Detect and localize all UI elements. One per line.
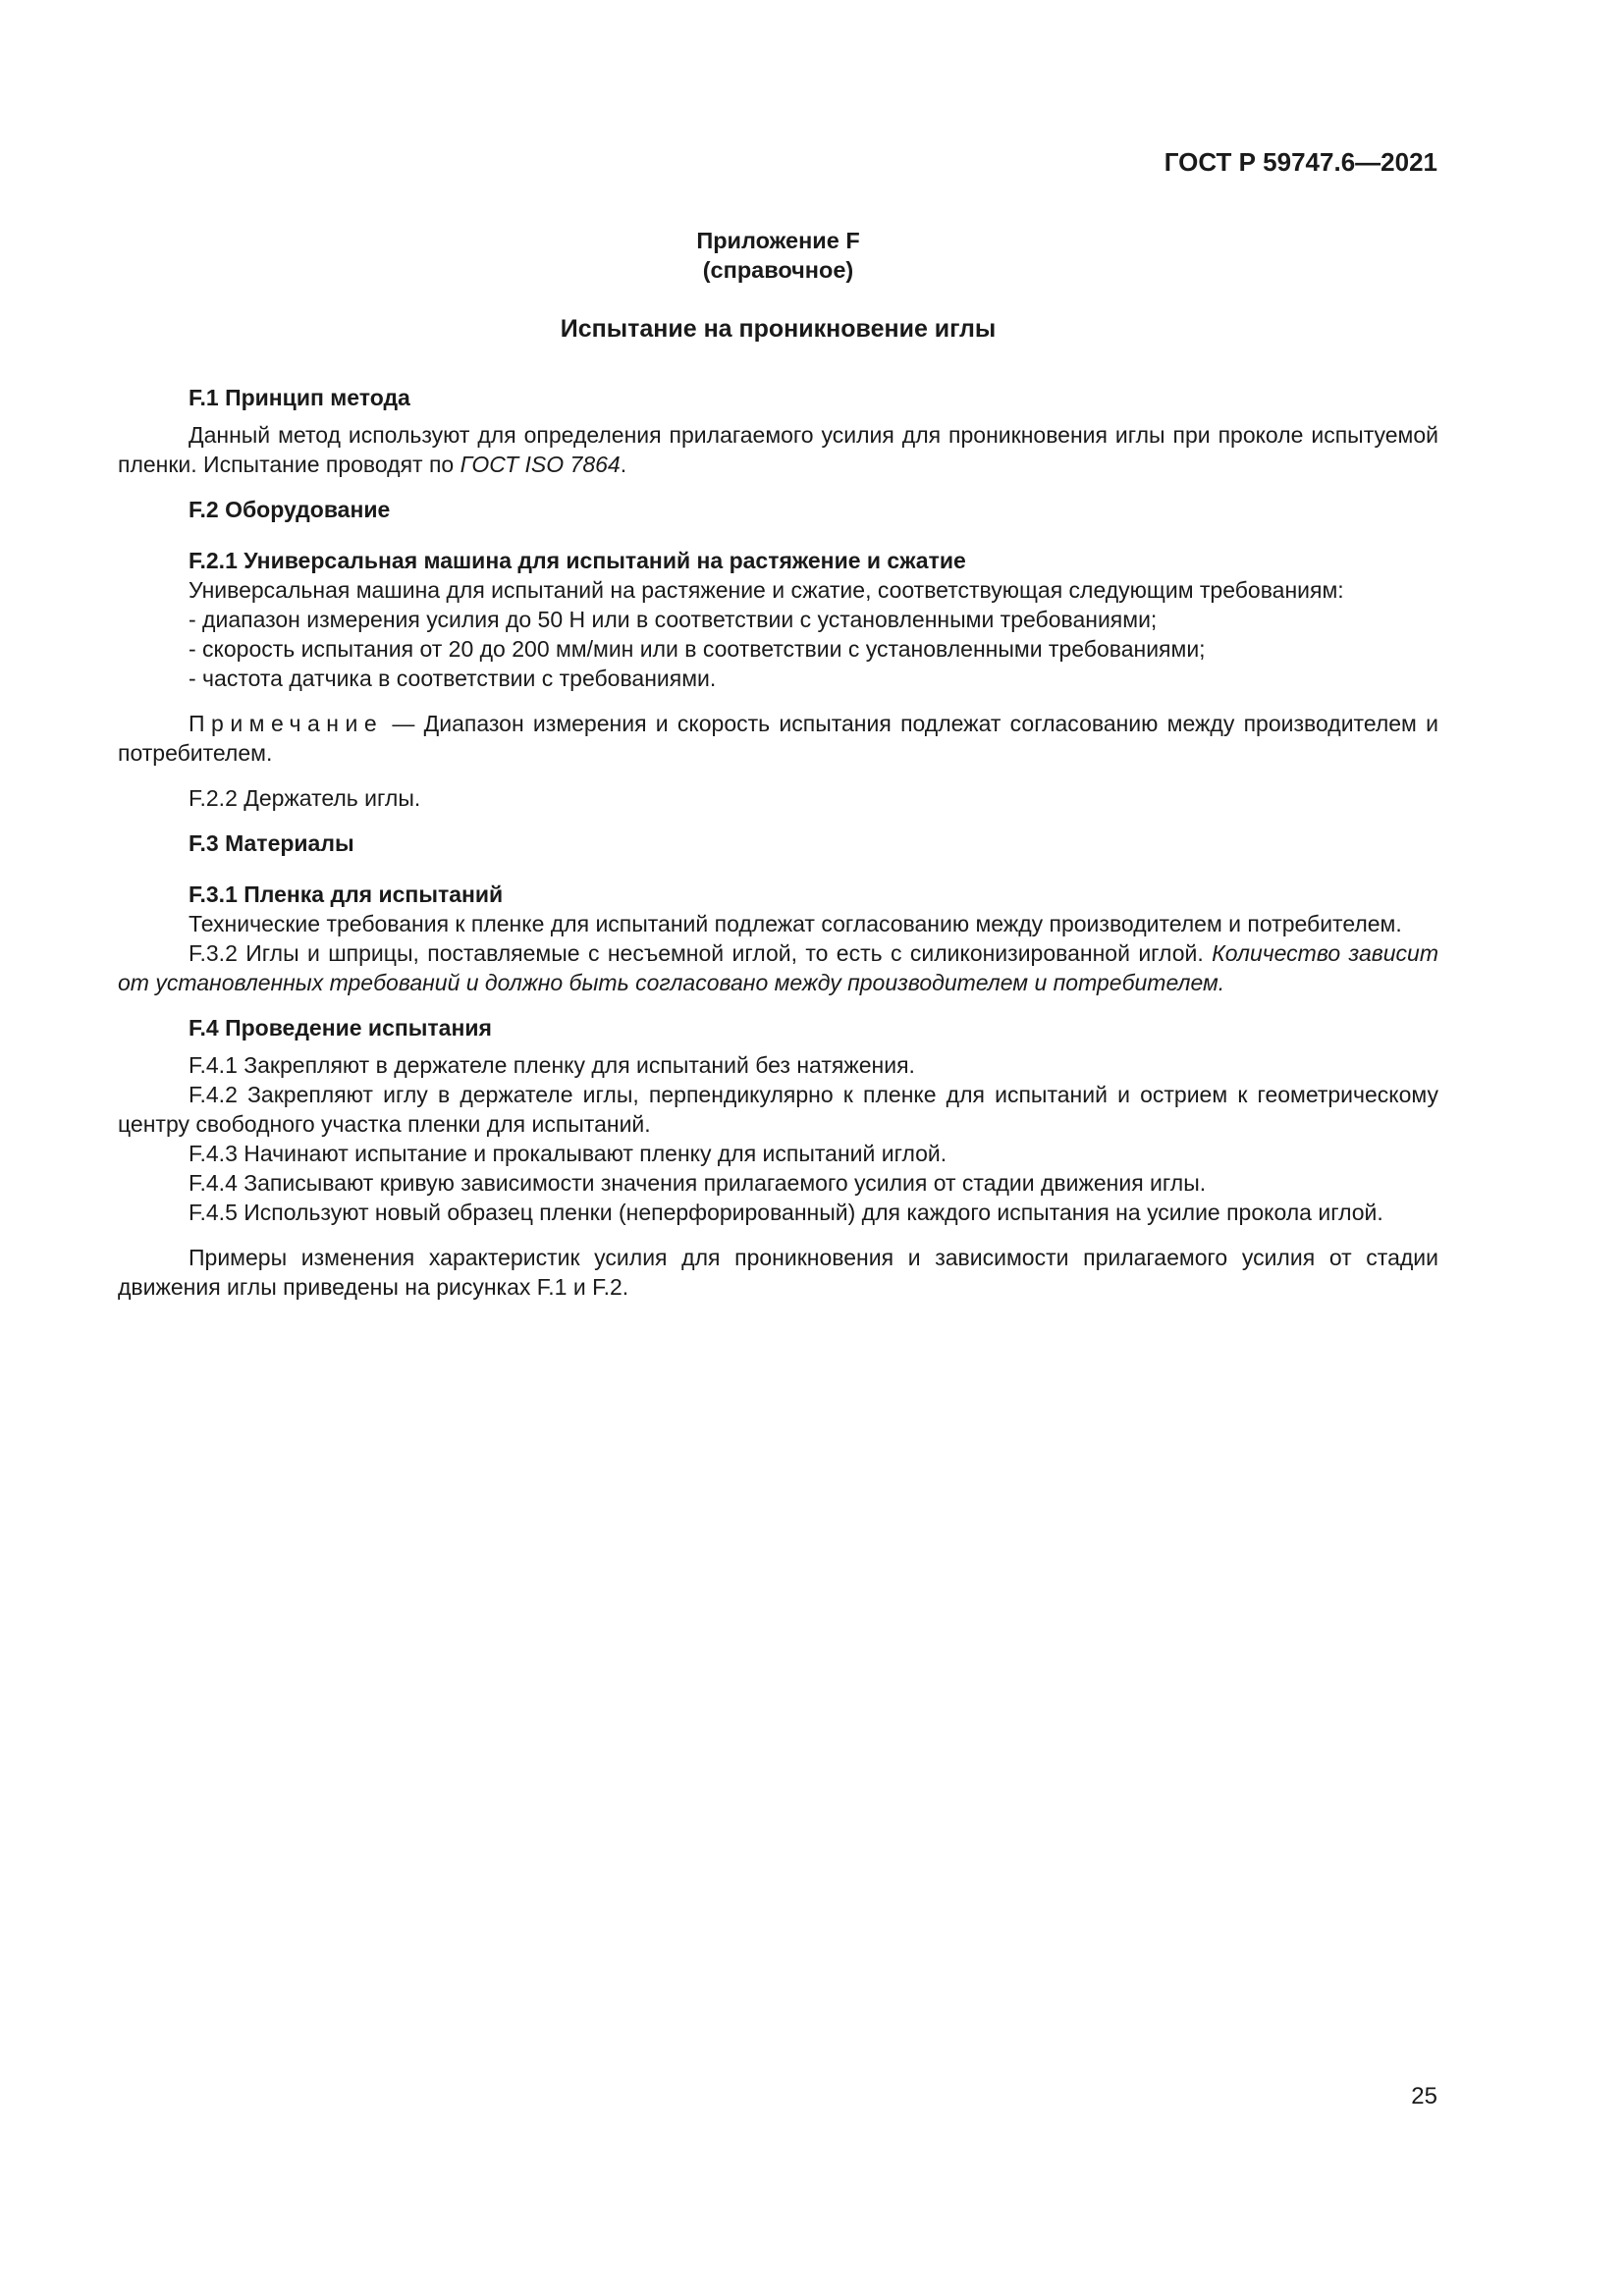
section-f4-examples: Примеры изменения характеристик усилия для проникновения и зависимости прилагаемого усилия от стадии движения иглы приведены на рисунках F.1 и F.2.: [118, 1245, 1438, 1300]
page-number: 25: [1411, 2083, 1437, 2109]
section-f1-heading: F.1 Принцип метода: [189, 385, 410, 410]
section-f2-heading: F.2 Оборудование: [189, 497, 391, 522]
f32-text: F.3.2 Иглы и шприцы, поставляемые с несъемной иглой, то есть с силиконизированной иглой.: [189, 940, 1213, 966]
section-f22-text: F.2.2 Держатель иглы.: [189, 785, 421, 811]
section-f21-heading: F.2.1 Универсальная машина для испытаний на растяжение и сжатие: [189, 548, 966, 573]
list-item: F.4.1 Закрепляют в держателе пленку для испытаний без натяжения.: [189, 1052, 915, 1078]
list-item: F.4.3 Начинают испытание и прокалывают пленку для испытаний иглой.: [189, 1141, 947, 1166]
annex-label: Приложение F: [696, 228, 860, 253]
page-content: [118, 226, 1438, 1302]
note: [118, 709, 1438, 768]
list-item: - скорость испытания от 20 до 200 мм/мин или в соответствии с установленными требованиями;: [189, 636, 1206, 662]
section-f3-heading: F.3 Материалы: [189, 830, 354, 856]
section-f1-text: [118, 420, 1438, 479]
list-item: - диапазон измерения усилия до 50 Н или в соответствии с установленными требованиями;: [189, 607, 1158, 632]
f32-italic-text: Количество зависит от установленных требований и должно быть согласовано между производителем и потребителем.: [118, 940, 1438, 995]
section-f31-text: Технические требования к пленке для испытаний подлежат согласованию между производителем и потребителем.: [189, 911, 1402, 936]
section-f4-heading: F.4 Проведение испытания: [189, 1015, 492, 1041]
list-item: F.4.4 Записывают кривую зависимости значения прилагаемого усилия от стадии движения иглы.: [189, 1170, 1207, 1196]
f1-standard-ref: ГОСТ ISO 7864: [460, 452, 621, 477]
list-item: F.4.5 Используют новый образец пленки (неперфорированный) для каждого испытания на усилие прокола иглой.: [189, 1200, 1383, 1225]
f1-text-after: .: [620, 452, 627, 477]
section-f31-heading: F.3.1 Пленка для испытаний: [189, 881, 504, 907]
list-item: F.4.2 Закрепляют иглу в держателе иглы, перпендикулярно к пленке для испытаний и острием к геометрическому центру свободного участка пленки для испытаний.: [118, 1082, 1438, 1137]
section-f21-intro: Универсальная машина для испытаний на растяжение и сжатие, соответствующая следующим требованиям:: [189, 577, 1344, 603]
document-code: ГОСТ Р 59747.6—2021: [1164, 147, 1437, 177]
annex-type: (справочное): [702, 257, 854, 283]
section-f32-text: [118, 938, 1438, 997]
list-item: - частота датчика в соответствии с требованиями.: [189, 666, 717, 691]
note-label: Примечание: [189, 711, 384, 736]
note-text: — Диапазон измерения и скорость испытания подлежат согласованию между производителем и потребителем.: [118, 711, 1438, 766]
f1-text-before: Данный метод используют для определения прилагаемого усилия для проникновения иглы при проколе испытуемой пленки. Испытание проводят по: [118, 422, 1438, 477]
annex-title: Испытание на проникновение иглы: [560, 315, 997, 343]
